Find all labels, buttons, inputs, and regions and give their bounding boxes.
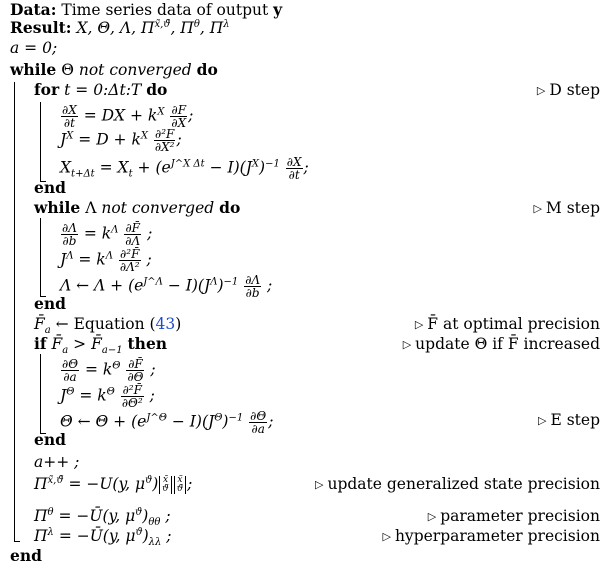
- comment-text: parameter precision: [440, 507, 600, 525]
- frac-den: ∂Λ²: [119, 260, 140, 274]
- e-step-eq1: $\frac{\partial\Theta}{\partial a}$ = $k^\Theta$ $\frac{\partial F̄}{\partial\Theta}$ ;: [62, 357, 156, 384]
- frac-den: ∂b: [62, 234, 77, 248]
- eq-sup: Θ: [112, 360, 121, 372]
- eq-text: Θ ← Θ + (e: [60, 412, 147, 431]
- fraction: [61, 104, 78, 129]
- comment-text: E step: [550, 411, 600, 429]
- eq-sup: Λ: [111, 224, 119, 236]
- triangle-icon: ▷: [414, 318, 424, 331]
- equation-ref-link[interactable]: 43: [155, 315, 176, 333]
- result-mid2: , Π: [199, 19, 224, 37]
- state-vector: [174, 476, 186, 494]
- frac-num: ∂Θ: [62, 357, 79, 371]
- eq-text: − I)(J: [209, 158, 252, 177]
- result-line: [10, 18, 230, 38]
- vec-bot: ϑ̃: [176, 484, 184, 494]
- inner-while-block-bar: [40, 218, 41, 297]
- comment-m-step: [533, 198, 600, 220]
- eq-text: = −Ū(y, μ: [58, 527, 136, 545]
- while-block-bar: [14, 82, 15, 542]
- eq-lhs: Π: [34, 507, 48, 525]
- frac-num: ∂²F̄: [120, 247, 140, 261]
- data-line: [10, 0, 282, 20]
- eq-text: = k: [79, 386, 107, 405]
- kw-if: if: [34, 334, 47, 353]
- eq-text: ): [152, 475, 159, 493]
- eq-lhs: J: [60, 386, 67, 405]
- eq-text: ): [142, 507, 149, 525]
- data-label: Data:: [10, 0, 57, 19]
- fraction: [61, 222, 78, 247]
- vec-top: x̃: [162, 475, 169, 485]
- comment-state-prec: [315, 474, 600, 496]
- inner-cond: Λ: [85, 199, 97, 217]
- kw-do: do: [146, 80, 168, 99]
- result-sup-theta: θ: [193, 18, 200, 30]
- inner-while-line: [34, 198, 240, 218]
- comment-text: F̄ at optimal precision: [427, 315, 600, 333]
- eq-text: ): [259, 158, 266, 177]
- for-cond: t = 0:Δt:T: [64, 81, 142, 99]
- eq-sub: t: [128, 168, 133, 180]
- frac-den: ∂a: [251, 422, 265, 436]
- while-block-tick: [14, 541, 20, 542]
- e-step-eq2: $J^\Theta = k^\Theta$ $\frac{\text{∂²F̄}}{\text{∂Θ²}}$ ;: [60, 383, 155, 410]
- eq-sup: −1: [223, 276, 239, 288]
- if-b-sub: a−1: [101, 345, 123, 357]
- comment-f-opt: [415, 314, 600, 336]
- fraction: [124, 222, 141, 247]
- eq-sup: Θ: [214, 412, 223, 424]
- frac-num: ∂F̄: [128, 357, 143, 371]
- comment-d-step: [537, 80, 600, 102]
- if-gt: >: [73, 335, 87, 353]
- result-label: Result:: [10, 18, 72, 37]
- eq-lhs: X: [60, 158, 72, 177]
- eq-sup: X: [157, 106, 165, 118]
- eq-text: ): [217, 276, 224, 295]
- eq-sub: t+Δt: [71, 168, 95, 180]
- fraction: [249, 410, 267, 435]
- m-step-eq2: $J^\Lambda = k^\Lambda$ $\frac{\text{∂²F̄}}{\text{∂Λ²}}$ ;: [60, 247, 152, 274]
- frac-num: ∂X: [286, 155, 302, 169]
- eq-sup: ϑ: [135, 526, 143, 538]
- fa-arrow: ← Equation (: [55, 315, 156, 333]
- eq-text: + (e: [137, 158, 171, 177]
- if-block-bar: [40, 354, 41, 434]
- for-block-bar: [40, 102, 41, 182]
- eq-text: ): [142, 527, 149, 545]
- state-vector: [159, 476, 171, 494]
- not-converged: not converged: [78, 61, 192, 79]
- d-step-eq3: $X_{t+\Delta t} = X_t + (e^{J\^{}X \Delta t} - I)(J^X)^{-1}$ $\frac{\partial X}{\partial t}$ ;: [60, 155, 309, 182]
- d-step-eq2: $J^X = D + k^X$ $\frac{\text{∂²F}}{\text{∂X²}}$ ;: [60, 127, 182, 154]
- eq-text: ): [222, 412, 229, 431]
- eq-sup: X: [251, 158, 260, 170]
- eq-text: = D + k: [78, 130, 141, 149]
- fraction: [170, 104, 187, 129]
- eq-text: − I)(J: [167, 276, 211, 295]
- frac-num: ∂²F: [155, 127, 175, 141]
- eq-sup: J^Θ: [146, 412, 167, 424]
- frac-den: ∂X²: [154, 140, 175, 154]
- triangle-icon: ▷: [533, 202, 542, 215]
- fraction: [286, 156, 303, 181]
- frac-den: ∂X: [171, 116, 187, 130]
- frac-den: ∂t: [63, 116, 75, 130]
- result-sup-lambda: λ: [223, 18, 230, 30]
- kw-do: do: [196, 60, 218, 79]
- eq-sup: ϑ: [135, 506, 143, 518]
- eq-sup: J^Λ: [143, 276, 163, 288]
- triangle-icon: ▷: [536, 84, 546, 97]
- fraction: [119, 248, 141, 273]
- eq-sup: X: [66, 130, 74, 142]
- for-line: [34, 80, 167, 100]
- fa-sub: a: [44, 325, 51, 337]
- init-line: a = 0;: [10, 39, 58, 57]
- outer-cond: Θ: [61, 61, 74, 79]
- end-if: end: [34, 430, 66, 449]
- fa-line: [34, 314, 182, 337]
- fraction: [121, 384, 144, 409]
- m-step-eq3: Λ ← $\Lambda + (e^{J\^{}\Lambda} - I)(J^\Lambda)^{-1}$ $\frac{\partial\Lambda}{\partial b}$ ;: [60, 273, 273, 300]
- precision-line-param: $\Pi^\theta$ = −Ū(y, $\mu^ϑ)_{\theta\theta}$ ;: [34, 506, 171, 529]
- eq-sup: J^X Δt: [170, 158, 205, 170]
- eq-text: = k: [78, 250, 106, 269]
- frac-den: ∂b: [245, 286, 260, 300]
- eq-sub: λλ: [148, 537, 162, 549]
- triangle-icon: ▷: [402, 338, 412, 351]
- eq-sup: Θ: [106, 386, 115, 398]
- eq-text: = k: [83, 224, 112, 243]
- eq-text: − I)(J: [171, 412, 215, 431]
- result-mid: , Π: [170, 19, 194, 37]
- data-text: Time series data of output: [61, 1, 269, 19]
- comment-update-theta: [403, 334, 600, 356]
- eq-text: = DX + k: [83, 106, 158, 125]
- fraction: [126, 358, 144, 383]
- eq-text: = X: [99, 158, 129, 177]
- eq-lhs: J: [60, 250, 67, 269]
- comment-param-prec: [428, 506, 600, 528]
- eq-text: = −Ū(y, μ: [58, 507, 136, 525]
- if-a-sub: a: [62, 345, 69, 357]
- frac-num: ∂F: [171, 103, 187, 117]
- if-line: [34, 334, 168, 357]
- triangle-icon: ▷: [382, 530, 391, 543]
- end-inner-while: end: [34, 294, 66, 313]
- fa-lhs: F̄: [34, 315, 45, 333]
- eq-sup: x̃,ϑ̃: [47, 474, 64, 486]
- end-outer-while: end: [10, 546, 42, 565]
- frac-den: ∂Θ: [127, 370, 144, 384]
- kw-then: then: [127, 334, 168, 353]
- comment-text: hyperparameter precision: [394, 527, 600, 545]
- eq-sup: Λ: [66, 250, 74, 262]
- eq-sup: ϑ: [145, 474, 153, 486]
- precision-line-state: $\Pi^{x̃,ϑ̃} = -U(y$, $\mu^ϑ$) x̃ ϑ̃ x̃ ϑ̃ ;: [34, 474, 193, 494]
- frac-num: ∂X: [62, 103, 77, 117]
- eq-sup: λ: [47, 526, 54, 538]
- eq-sup: Λ: [210, 276, 218, 288]
- fa-close: ): [175, 315, 182, 333]
- frac-den: ∂Λ: [125, 234, 141, 248]
- vec-top: x̃: [177, 475, 183, 485]
- eq-text: = k: [84, 360, 113, 379]
- fraction: [244, 274, 261, 299]
- e-step-eq3: Θ ← $\Theta + (e^{J\^{}\Theta} - I)(J^\Theta)^{-1}$ $\frac{\partial\Theta}{\partial a}$ ;: [60, 409, 274, 436]
- eq-sup: Θ: [66, 386, 75, 398]
- triangle-icon: ▷: [538, 414, 547, 427]
- frac-num: ∂Θ: [250, 409, 267, 423]
- eq-sup: θ: [47, 506, 54, 518]
- fraction: [61, 358, 79, 383]
- eq-lhs: Π: [34, 475, 48, 493]
- outer-while-line: [10, 60, 218, 80]
- result-vars: X, Θ, Λ, Π: [76, 19, 155, 37]
- eq-sup: −1: [228, 412, 244, 424]
- kw-do: do: [219, 198, 241, 217]
- comment-text: M step: [545, 199, 600, 217]
- result-sup-state: x̃,ϑ̃: [154, 18, 171, 30]
- comment-text: D step: [549, 81, 600, 99]
- if-b: F̄: [91, 335, 102, 353]
- precision-line-hyper: $\Pi^\lambda$ = −Ū(y, $\mu^ϑ)_{\lambda\lambda}$ ;: [34, 526, 172, 549]
- eq-sub: θθ: [148, 517, 161, 529]
- data-var: y: [273, 0, 283, 19]
- comment-text: update Θ if F̄ increased: [415, 335, 600, 353]
- fraction: [154, 128, 176, 153]
- eq-text: Λ ← Λ + (e: [60, 276, 144, 295]
- frac-den: ∂t: [288, 168, 300, 182]
- d-step-eq1: $\frac{\partial X}{\partial t}$ = DX + $k^X$ $\frac{\partial F}{\partial X}$ ;: [62, 103, 194, 130]
- kw-for: for: [34, 80, 60, 99]
- comment-text: update generalized state precision: [327, 475, 600, 493]
- kw-while: while: [34, 198, 81, 217]
- eq-sup: −1: [265, 158, 280, 170]
- comment-hyper-prec: [382, 526, 600, 548]
- frac-num: ∂Λ: [62, 221, 77, 235]
- comment-e-step: [538, 410, 600, 432]
- frac-den: ∂a: [63, 370, 77, 384]
- frac-num: ∂²F̄: [122, 383, 142, 397]
- vec-bot: ϑ̃: [162, 484, 169, 494]
- triangle-icon: ▷: [427, 510, 437, 523]
- not-converged: not converged: [101, 199, 215, 217]
- increment-line: a++ ;: [34, 453, 80, 471]
- eq-sup: X: [140, 130, 148, 142]
- triangle-icon: ▷: [315, 478, 324, 491]
- if-a: F̄: [51, 335, 63, 353]
- eq-sup: Λ: [105, 250, 113, 262]
- frac-num: ∂F̄: [125, 221, 140, 235]
- kw-while: while: [10, 60, 57, 79]
- eq-text: = −U(y, μ: [68, 475, 146, 493]
- eq-lhs: J: [60, 130, 67, 149]
- frac-den: ∂Θ²: [121, 396, 143, 410]
- frac-num: ∂Λ: [245, 273, 261, 287]
- m-step-eq1: $\frac{\partial\Lambda}{\partial b}$ = $k^\Lambda$ $\frac{\partial F̄}{\partial\Lambda}$ ;: [62, 221, 153, 248]
- eq-lhs: Π: [34, 527, 48, 545]
- end-for: end: [34, 178, 66, 197]
